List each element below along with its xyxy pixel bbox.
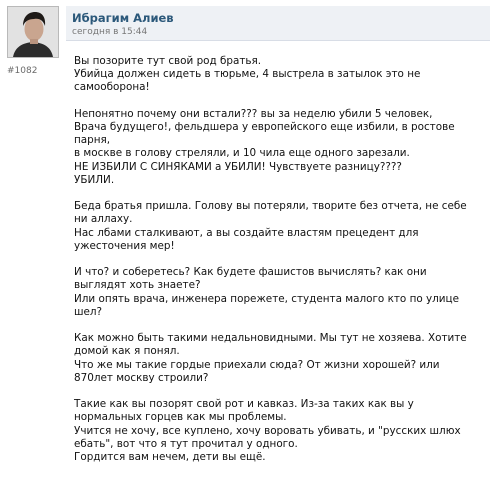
post-header [66,6,490,41]
post-date: сегодня в 15:44 [72,27,148,37]
user-photo-icon [8,7,58,57]
post-content [66,6,490,464]
post-id: #1082 [7,66,38,76]
author-name-link[interactable]: Ибрагим Алиев [72,11,174,25]
avatar[interactable] [7,6,59,58]
post-body-text: Вы позорите тут свой род братья. Убийца должен сидеть в тюрьме, 4 выстрела в затылок это не самооборона! Непонятно почему они встали??? вы за неделю убили 5 человек, Врача будущего!, фельдшера у европейского еще избили, в ростове парня, в москве в голову стреляли, и 10 чила еще одного зарезали. НЕ ИЗБИЛИ С СИНЯКАМИ а УБИЛИ! Чувствуете разницу???? УБИЛИ. Беда братья пришла. Голову вы потеряли, творите без отчета, не себе ни аллаху. Нас лбами сталкивают, а вы создайте властям прецедент для ужесточения мер! И что? и соберетесь? Как будете фашистов вычислять? как они выглядят хоть знаете? Или опять врача, инженера порежете, студента малого кто по улице шел? Как можно быть такими недальновидными. Мы тут не хозяева. Хотите домой как я понял. Что же мы такие гордые приехали сюда? От жизни хорошей? или 870лет москву строили? Такие как вы позорят свой рот и кавказ. Из-за таких как вы у нормальных горцев как мы проблемы. Учится не хочу, все куплено, хочу воровать убивать, и "русских шлюх ебать", вот что я тут прочитал у одного. Гордится вам нечем, дети вы ещё. [74,55,467,464]
